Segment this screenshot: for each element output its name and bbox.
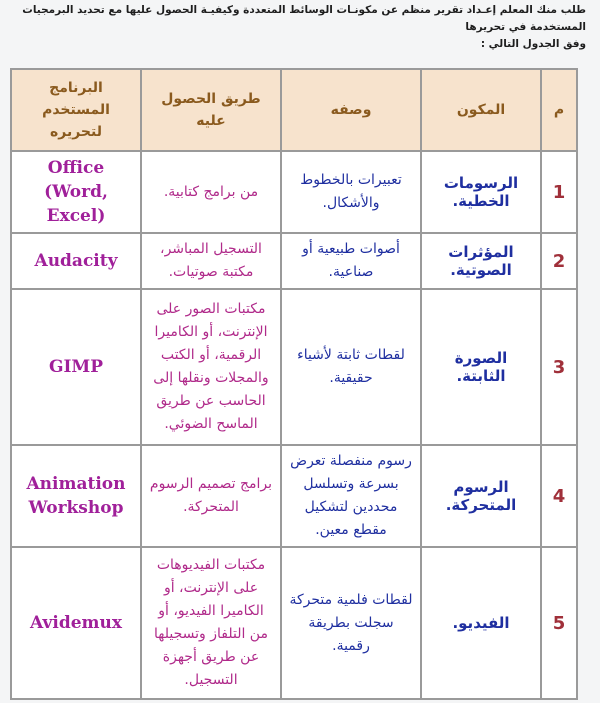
table-row (11, 233, 577, 289)
row-how: مكتبات الصور على الإنترنت، أو الكاميرا الرقمية، أو الكتب والمجلات ونقلها إلى الحاسب عن طريق الماسح الضوئي. (141, 289, 281, 445)
row-program: Office (Word, Excel) (11, 151, 141, 233)
row-component: الرسومات الخطية. (421, 151, 541, 233)
table-row (11, 151, 577, 233)
row-description: لقطات فلمية متحركة سجلت بطريقة رقمية. (281, 547, 421, 699)
row-how: التسجيل المباشر، مكتبة صوتيات. (141, 233, 281, 289)
table-row (11, 445, 577, 547)
row-component: الرسوم المتحركة. (421, 445, 541, 547)
row-num: 3 (541, 289, 577, 445)
header-component: المكون (421, 69, 541, 151)
row-description: لقطات ثابتة لأشياء حقيقية. (281, 289, 421, 445)
row-how: مكتبات الفيديوهات على الإنترنت، أو الكاميرا الفيديو، أو من التلفاز وتسجيلها عن طريق أجهزة التسجيل. (141, 547, 281, 699)
table-row (11, 289, 577, 445)
row-num: 1 (541, 151, 577, 233)
table-header-row (11, 69, 577, 151)
row-how: برامج تصميم الرسوم المتحركة. (141, 445, 281, 547)
row-component: الفيديو. (421, 547, 541, 699)
header-program: البرنامج المستخدم لتحريره (11, 69, 141, 151)
row-description: رسوم منفصلة تعرض بسرعة وتسلسل محددين لتشكيل مقطع معين. (281, 445, 421, 547)
row-program: GIMP (11, 289, 141, 445)
row-program: Animation Workshop (11, 445, 141, 547)
table-row (11, 547, 577, 699)
intro-line-1: طلب منك المعلم إعـداد تقرير منظم عن مكونـات الوسائط المتعددة وكيفيـة الحصول عليها مع تحديد البرمجيات المستخدمة في تحريرها (22, 4, 586, 33)
row-program: Audacity (11, 233, 141, 289)
row-num: 5 (541, 547, 577, 699)
row-component: المؤثرات الصوتية. (421, 233, 541, 289)
row-description: تعبيرات بالخطوط والأشكال. (281, 151, 421, 233)
row-num: 2 (541, 233, 577, 289)
row-component: الصورة الثابتة. (421, 289, 541, 445)
multimedia-components-table (10, 68, 578, 700)
header-num: م (541, 69, 577, 151)
intro-line-2: وفق الجدول التالي : (480, 38, 586, 50)
intro-text (14, 2, 586, 53)
row-description: أصوات طبيعية أو صناعية. (281, 233, 421, 289)
row-program: Avidemux (11, 547, 141, 699)
header-how: طريق الحصول عليه (141, 69, 281, 151)
row-num: 4 (541, 445, 577, 547)
row-how: من برامج كتابية. (141, 151, 281, 233)
header-description: وصفه (281, 69, 421, 151)
